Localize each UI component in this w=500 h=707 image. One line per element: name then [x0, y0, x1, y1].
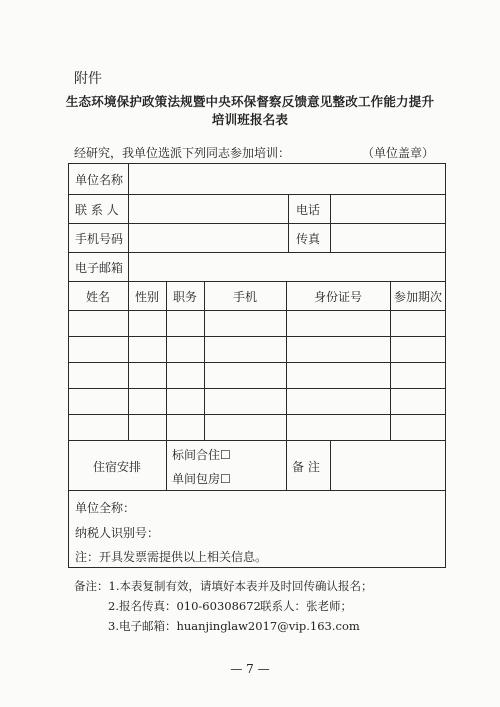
- notes-section: [74, 576, 372, 636]
- table-line: [68, 163, 69, 568]
- remarks-label: 备 注: [292, 460, 320, 474]
- tax-id-label: 纳税人识别号：: [75, 526, 160, 540]
- mobile-label: 手机号码: [75, 232, 124, 246]
- intro-text: 经研究，我单位选派下列同志参加培训：: [74, 146, 291, 160]
- email-label: 电子邮箱: [75, 261, 124, 275]
- column-header-mobile: 手机: [232, 290, 257, 304]
- note-item: 1.本表复制有效，请填好本表并及时回传确认报名；: [108, 579, 373, 593]
- lodging-option-shared: 标间合住☐: [172, 448, 231, 462]
- table-line: [68, 223, 446, 224]
- attachment-label: 附件: [74, 71, 102, 87]
- contact-label: 联 系 人: [75, 203, 119, 217]
- table-line: [288, 194, 289, 252]
- note-item: 3.电子邮箱：huanjinglaw2017@vip.163.com: [108, 619, 360, 633]
- page-number: — 7 —: [230, 662, 270, 676]
- table-line: [68, 194, 446, 195]
- table-line: [68, 567, 446, 568]
- unit-name-label: 单位名称: [75, 173, 124, 187]
- table-line: [128, 163, 129, 281]
- column-header-id-number: 身份证号: [313, 290, 362, 304]
- column-header-position: 职务: [172, 290, 197, 304]
- column-header-gender: 性别: [134, 290, 159, 304]
- column-header-session: 参加期次: [393, 290, 442, 304]
- lodging-option-single: 单间包房☐: [172, 472, 231, 486]
- seal-text: （单位盖章）: [362, 146, 435, 160]
- table-line: [68, 252, 446, 253]
- note-item: 2.报名传真：010-60308672: [108, 599, 261, 613]
- table-line: [445, 163, 446, 568]
- fax-label: 传真: [296, 232, 321, 246]
- column-header-name: 姓名: [85, 290, 110, 304]
- note-contact: 联系人：张老师；: [260, 599, 352, 613]
- table-line: [68, 440, 446, 441]
- title-line-2: 培训班报名表: [211, 112, 289, 127]
- lodging-label: 住宿安排: [92, 460, 141, 474]
- table-line: [68, 163, 446, 164]
- table-line: [330, 194, 331, 252]
- title-line-1: 生态环境保护政策法规暨中央环保督察反馈意见整改工作能力提升: [65, 94, 435, 109]
- full-name-label: 单位全称：: [75, 501, 136, 515]
- table-line: [286, 440, 287, 490]
- invoice-note: 注：开具发票需提供以上相关信息。: [75, 550, 268, 564]
- table-line: [330, 440, 331, 490]
- table-line: [166, 440, 167, 490]
- table-line: [68, 490, 446, 491]
- notes-prefix: 备注：: [74, 579, 109, 593]
- registration-form-table: [68, 163, 446, 568]
- phone-label: 电话: [296, 203, 321, 217]
